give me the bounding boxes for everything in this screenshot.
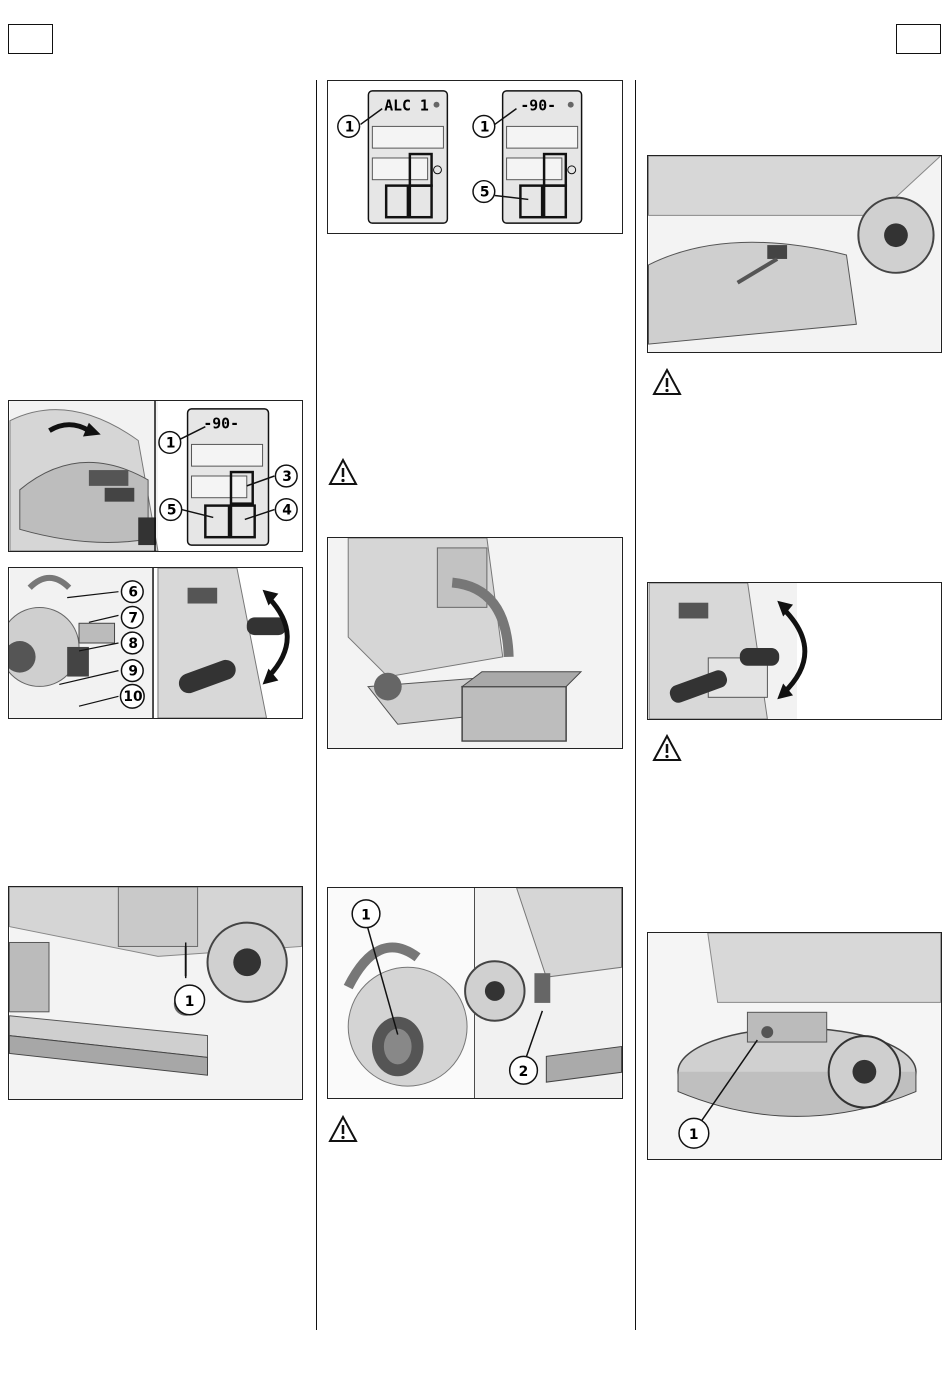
- figure-handle-and-panel: [8, 400, 303, 552]
- drain-tank-drawing: [328, 538, 622, 748]
- callout-1: 1: [165, 435, 176, 452]
- control-panel-pair-drawing: [328, 81, 622, 233]
- warning-icon: [652, 734, 682, 762]
- brush-deck-drawing: [648, 156, 941, 352]
- corner-box-left: [8, 24, 53, 54]
- callout-5: 5: [166, 502, 177, 519]
- callout-1-brush: 1: [688, 1127, 699, 1144]
- callout-6: 6: [128, 584, 138, 601]
- callout-3: 3: [282, 468, 292, 485]
- handle-and-panel-drawing: [9, 401, 302, 551]
- callout-7: 7: [128, 610, 138, 627]
- hose-caps-drawing: [328, 888, 622, 1098]
- handle-parts-drawing: [9, 568, 302, 718]
- warning-icon: [328, 1115, 358, 1143]
- callout-1-hose: 1: [361, 907, 371, 924]
- lcd-text-left-col: -90-: [203, 415, 240, 433]
- lcd-text-left: ALC 1: [384, 97, 429, 115]
- figure-handle-rotate: [647, 582, 942, 720]
- callout-1-right: 1: [479, 119, 490, 136]
- figure-control-panel-pair: [327, 80, 623, 234]
- figure-squeegee: [8, 886, 303, 1100]
- lcd-text-right: -90-: [520, 97, 557, 115]
- callout-8: 8: [128, 635, 138, 652]
- squeegee-drawing: [9, 887, 302, 1099]
- callout-1-squeegee: 1: [184, 993, 195, 1010]
- handle-rotate-drawing: [648, 583, 941, 719]
- callout-2-hose: 2: [518, 1064, 529, 1081]
- column-rule-1: [316, 80, 317, 1330]
- figure-brush-deck: [647, 155, 942, 353]
- column-rule-2: [635, 80, 636, 1330]
- brush-base-drawing: [648, 933, 941, 1159]
- callout-1-left: 1: [344, 119, 355, 136]
- warning-icon: [652, 368, 682, 396]
- figure-brush-base: [647, 932, 942, 1160]
- figure-hose-caps: [327, 887, 623, 1099]
- callout-9: 9: [128, 663, 138, 680]
- figure-drain-tank: [327, 537, 623, 749]
- callout-4: 4: [282, 502, 292, 519]
- figure-handle-parts: [8, 567, 303, 719]
- warning-icon: [328, 458, 358, 486]
- callout-5-right: 5: [479, 184, 490, 201]
- callout-10: 10: [123, 689, 143, 706]
- corner-box-right: [896, 24, 941, 54]
